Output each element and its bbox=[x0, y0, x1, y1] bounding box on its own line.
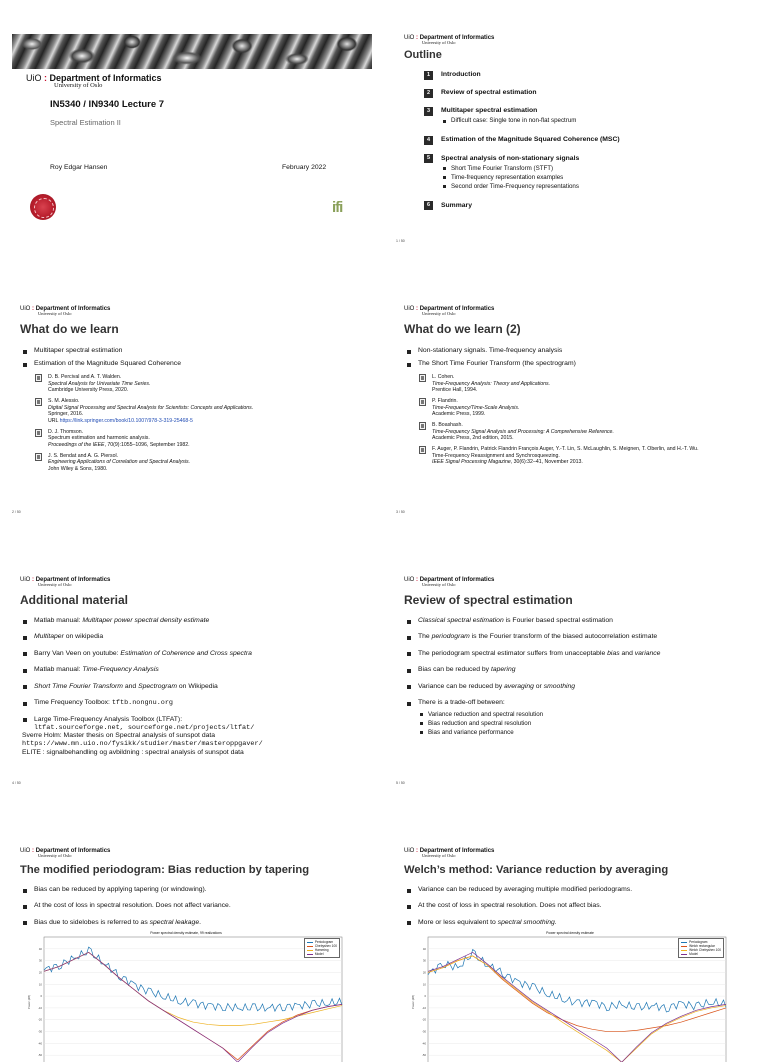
slide-title: Welch’s method: Variance reduction by averaging bbox=[404, 864, 669, 876]
link[interactable]: tftb.nongnu.org bbox=[111, 699, 174, 708]
slide-logo: UiO : Department of Informatics University of Oslo bbox=[404, 848, 495, 858]
bullet-item: Non-stationary signals. Time-frequency analysis bbox=[406, 347, 750, 355]
outline-list bbox=[424, 71, 752, 220]
reference-list bbox=[418, 374, 750, 466]
outline-item[interactable]: 4 Estimation of the Magnitude Squared Coherence (MSC) bbox=[424, 136, 752, 144]
section-number: 5 bbox=[424, 154, 433, 163]
y-tick-label: 30 bbox=[422, 958, 426, 963]
reference: D. B. Percival and A. T. Walden. Spectral Analysis for Univariate Time Series. Cambridge University Press, 2020. bbox=[34, 374, 366, 394]
outline-subitem[interactable]: Short Time Fourier Transform (STFT) bbox=[441, 165, 752, 174]
book-icon bbox=[419, 398, 426, 406]
slide-title: Outline bbox=[404, 49, 442, 61]
uio-logo: UiO : Department of Informatics University of Oslo bbox=[26, 73, 162, 90]
outline-subitem[interactable]: Difficult case: Single tone in non-flat spectrum bbox=[441, 117, 752, 126]
y-tick-label: -30 bbox=[421, 1029, 426, 1034]
y-tick-label: -50 bbox=[421, 1053, 426, 1058]
y-tick-label: 40 bbox=[38, 946, 42, 951]
y-tick-label: 10 bbox=[38, 982, 42, 987]
legend-entry: Model bbox=[314, 952, 324, 956]
uio-seal-icon bbox=[30, 194, 56, 220]
lecture-date: February 2022 bbox=[282, 164, 327, 171]
slide-title: Additional material bbox=[20, 593, 129, 607]
page-number: 2 / 50 bbox=[12, 510, 21, 514]
y-tick-label: 20 bbox=[38, 970, 42, 975]
y-tick-label: -30 bbox=[37, 1029, 42, 1034]
bullet-item: Matlab manual: Time-Frequency Analysis bbox=[22, 666, 366, 674]
bullet-item: Short Time Fourier Transform and Spectrogram on Wikipedia bbox=[22, 683, 366, 691]
bullet-item: Large Time-Frequency Analysis Toolbox (LTFAT): ltfat.sourceforge.net, sourceforge.net/projects/ltfat/ bbox=[22, 716, 366, 733]
reference-link[interactable]: https://link.springer.com/book/10.1007/978-3-319-25468-5 bbox=[59, 417, 193, 424]
author-name: Roy Edgar Hansen bbox=[50, 164, 108, 171]
slide-title: Review of spectral estimation bbox=[404, 593, 573, 607]
link[interactable]: sourceforge.net/projects/ltfat/ bbox=[127, 724, 255, 733]
slide-logo: UiO : Department of Informatics University of Oslo bbox=[404, 306, 495, 316]
bullet-item: Matlab manual: Multitaper power spectral density estimate bbox=[22, 617, 366, 625]
page-number: 5 / 50 bbox=[396, 781, 405, 785]
bullet-item: Bias due to sidelobes is referred to as spectral leakage. bbox=[22, 919, 366, 927]
section-number: 2 bbox=[424, 89, 433, 98]
book-icon bbox=[419, 374, 426, 382]
outline-item[interactable]: 6 Summary bbox=[424, 202, 752, 210]
title-banner-image bbox=[12, 34, 372, 69]
link[interactable]: ltfat.sourceforge.net bbox=[34, 724, 120, 733]
bullet-item: There is a trade-off between: Variance reduction and spectral resolution Bias reduction and spectral resolution Bias and variance performance bbox=[406, 699, 750, 737]
slide-title: What do we learn bbox=[20, 322, 119, 336]
chart-title: Power spectral density estimate bbox=[546, 931, 594, 935]
y-tick-label: -50 bbox=[37, 1053, 42, 1058]
legend-entry: Welch Chebyshev 100 bbox=[689, 948, 721, 952]
bullet-list bbox=[406, 617, 750, 745]
bullet-item: Classical spectral estimation is Fourier based spectral estimation bbox=[406, 617, 750, 625]
y-tick-label: -40 bbox=[37, 1041, 42, 1046]
outline-item[interactable]: 3 Multitaper spectral estimation Difficult case: Single tone in non-flat spectrum bbox=[424, 107, 752, 126]
reference-list bbox=[34, 374, 366, 473]
reference: S. M. Alessio. Digital Signal Processing and Spectral Analysis for Scientists: Concepts and Applications. Springer, 2016. URL https://link.springer.com/book/10.1007/978-3-319-25468-5 bbox=[34, 398, 366, 425]
y-tick-label: 30 bbox=[38, 958, 42, 963]
book-icon bbox=[35, 374, 42, 382]
lecture-subtitle: Spectral Estimation II bbox=[50, 118, 121, 127]
bullet-item: The periodogram spectral estimator suffers from unacceptable bias and variance bbox=[406, 650, 750, 658]
bullet-item: At the cost of loss in spectral resolution. Does not affect bias. bbox=[406, 902, 750, 910]
page-number: 1 / 50 bbox=[396, 239, 405, 243]
section-number: 4 bbox=[424, 136, 433, 145]
y-tick-label: 40 bbox=[422, 946, 426, 951]
section-number: 3 bbox=[424, 107, 433, 116]
legend-entry: Model bbox=[689, 952, 698, 956]
reference: P. Flandrin. Time-Frequency/Time-Scale Analysis. Academic Press, 1999. bbox=[418, 398, 750, 418]
bullet-item: At the cost of loss in spectral resolution. Does not affect variance. bbox=[22, 902, 366, 910]
y-tick-label: -20 bbox=[37, 1017, 42, 1022]
bullet-list bbox=[406, 347, 750, 473]
y-tick-label: 0 bbox=[40, 994, 42, 999]
chart-legend bbox=[304, 938, 340, 958]
bullet-item: Estimation of the Magnitude Squared Coherence D. B. Percival and A. T. Walden. Spectral Analysis for Univariate Time Series. Cambridge University Press, 2020. S. M. Alessio. Digital Signal Processing and Spectral Analysis for Scientists: Concepts and Applications. Springer, 2016. URL https://link.springer.com/book/10.1007/978-3-319-25468-5 D. J. Thomson. Spectrum estimation and harmonic analysis. Proceedings of the IEEE, 70(9):1055–1096, September 1982. J. S. Bendat and A. G. Piersol. Engineering Applications of Correlation and Spectral Analysis. John Wiley & Sons, 1980. bbox=[22, 360, 366, 472]
sub-bullet: Bias and variance performance bbox=[418, 729, 750, 738]
bullet-list bbox=[22, 886, 366, 934]
outline-item[interactable]: 1 Introduction bbox=[424, 71, 752, 79]
bullet-item: More or less equivalent to spectral smoothing. bbox=[406, 919, 750, 927]
y-tick-label: -10 bbox=[37, 1005, 42, 1010]
bullet-item: Multitaper spectral estimation bbox=[22, 347, 366, 355]
title-slide bbox=[12, 31, 372, 249]
bullet-item: The Short Time Fourier Transform (the spectrogram) L. Cohen. Time-Frequency Analysis: Theory and Applications. Prentice Hall, 1994. P. Flandrin. Time-Frequency/Time-Scale Analysis. Academic Press, 1999. B. Boashash. Time-Frequency Signal Analysis and Processing: A Comprehensive Reference. Academic Press, 2nd edition, 2015. F. Auger, P. Flandrin, Patrick Flandrin François Auger, Y.-T. Lin, S. McLaughlin, S. Meignen, T. Oberlin, and H.-T. Wu. Time-Frequency Reassignment and Synchrosqueezing. IEEE Signal Processing Magazine, 30(6):32–41, November 2013. bbox=[406, 360, 750, 465]
section-number: 6 bbox=[424, 201, 433, 210]
book-icon bbox=[35, 398, 42, 406]
bullet-item: The periodogram is the Fourier transform of the biased autocorrelation estimate bbox=[406, 633, 750, 641]
y-tick-label: 10 bbox=[422, 982, 426, 987]
bullet-item: Barry Van Veen on youtube: Estimation of Coherence and Cross spectra bbox=[22, 650, 366, 658]
outline-slide bbox=[396, 31, 756, 249]
link[interactable]: Multitaper power spectral density estimate bbox=[82, 617, 210, 624]
link[interactable]: https://www.mn.uio.no/fysikk/studier/master/masteroppgaver/ bbox=[22, 740, 263, 749]
reference: F. Auger, P. Flandrin, Patrick Flandrin François Auger, Y.-T. Lin, S. McLaughlin, S. Meignen, T. Oberlin, and H.-T. Wu. Time-Frequency Reassignment and Synchrosqueezing. IEEE Signal Processing Magazine, 30(6):32–41, November 2013. bbox=[418, 446, 750, 466]
page-number: 4 / 50 bbox=[12, 781, 21, 785]
ifi-logo: ifi bbox=[332, 199, 343, 216]
slide-logo: UiO : Department of Informatics University of Oslo bbox=[404, 35, 495, 45]
book-icon bbox=[419, 446, 426, 454]
bullet-item: Multitaper on wikipedia bbox=[22, 633, 366, 641]
slide-logo: UiO : Department of Informatics University of Oslo bbox=[20, 577, 111, 587]
review-slide bbox=[396, 573, 756, 791]
slide-title: The modified periodogram: Bias reduction by tapering bbox=[20, 864, 310, 876]
bullet-list bbox=[22, 617, 366, 737]
slide-logo: UiO : Department of Informatics University of Oslo bbox=[404, 577, 495, 587]
outline-subitem[interactable]: Second order Time-Frequency representations bbox=[441, 183, 752, 192]
bullet-item: Time Frequency Toolbox: tftb.nongnu.org bbox=[22, 699, 366, 707]
y-tick-label: -40 bbox=[421, 1041, 426, 1046]
legend-entry: Welch rectangular bbox=[689, 944, 715, 948]
legend-entry: Periodogram bbox=[689, 940, 708, 944]
reference: J. S. Bendat and A. G. Piersol. Engineering Applications of Correlation and Spectral Analysis. John Wiley & Sons, 1980. bbox=[34, 453, 366, 473]
psd-chart bbox=[410, 931, 730, 1062]
bullet-item: Bias can be reduced by tapering bbox=[406, 666, 750, 674]
bullet-item: Variance can be reduced by averaging multiple modified periodograms. bbox=[406, 886, 750, 894]
bullet-list bbox=[406, 886, 750, 934]
sub-bullet: Bias reduction and spectral resolution bbox=[418, 720, 750, 729]
tapering-slide bbox=[12, 844, 372, 1062]
chart-svg bbox=[26, 934, 346, 1062]
y-tick-label: 0 bbox=[424, 994, 426, 999]
outline-subitem[interactable]: Time-frequency representation examples bbox=[441, 174, 752, 183]
book-icon bbox=[35, 429, 42, 437]
outline-item[interactable]: 5 Spectral analysis of non-stationary signals Short Time Fourier Transform (STFT) Time-frequency representation examples Second order Time-Frequency representations bbox=[424, 155, 752, 192]
bullet-list bbox=[22, 347, 366, 480]
sub-bullet: Variance reduction and spectral resolution bbox=[418, 711, 750, 720]
outline-item[interactable]: 2 Review of spectral estimation bbox=[424, 89, 752, 97]
link[interactable]: Estimation of Coherence and Cross spectra bbox=[120, 649, 252, 657]
book-icon bbox=[35, 453, 42, 461]
legend-entry: Periodogram bbox=[314, 940, 334, 944]
chart-legend bbox=[678, 938, 724, 958]
slide-logo: UiO : Department of Informatics University of Oslo bbox=[20, 848, 111, 858]
dept-name: Department of Informatics bbox=[49, 73, 162, 83]
link[interactable]: Multitaper bbox=[34, 633, 64, 641]
bullet-item: Bias can be reduced by applying tapering (or windowing). bbox=[22, 886, 366, 894]
bullet-item: Variance can be reduced by averaging or smoothing bbox=[406, 683, 750, 691]
y-tick-label: -10 bbox=[421, 1005, 426, 1010]
reference: B. Boashash. Time-Frequency Signal Analysis and Processing: A Comprehensive Reference. Academic Press, 2nd edition, 2015. bbox=[418, 422, 750, 442]
section-number: 1 bbox=[424, 71, 433, 80]
course-title: IN5340 / IN9340 Lecture 7 bbox=[50, 99, 165, 110]
learn2-slide bbox=[396, 302, 756, 520]
reference: L. Cohen. Time-Frequency Analysis: Theory and Applications. Prentice Hall, 1994. bbox=[418, 374, 750, 394]
legend-entry: Chebyshev 100 bbox=[314, 944, 337, 948]
chart-title: Power spectral density estimate, 99 realizations bbox=[150, 931, 222, 935]
slide-logo: UiO : Department of Informatics University of Oslo bbox=[20, 306, 111, 316]
reference: D. J. Thomson. Spectrum estimation and harmonic analysis. Proceedings of the IEEE, 70(9):1055–1096, September 1982. bbox=[34, 429, 366, 449]
slide-title: What do we learn (2) bbox=[404, 322, 521, 336]
additional-material-slide bbox=[12, 573, 372, 791]
holm-reference: Sverre Holm: Master thesis on Spectral analysis of sunspot data https://www.mn.uio.no/fysikk/studier/master/masteroppgaver/ ELITE : signalbehandling og avbildning : spectral analysis of sunspot data bbox=[22, 732, 263, 756]
legend-entry: Hamming bbox=[314, 948, 329, 952]
link[interactable]: Short Time Fourier Transform bbox=[34, 682, 123, 690]
y-tick-label: -20 bbox=[421, 1017, 426, 1022]
psd-chart bbox=[26, 931, 346, 1062]
learn-slide bbox=[12, 302, 372, 520]
university-name: University of Oslo bbox=[54, 82, 103, 90]
welch-slide bbox=[396, 844, 756, 1062]
y-tick-label: 20 bbox=[422, 970, 426, 975]
page-number: 3 / 50 bbox=[396, 510, 405, 514]
y-axis-label: Power (dB) bbox=[27, 995, 31, 1009]
book-icon bbox=[419, 422, 426, 430]
y-axis-label: Power (dB) bbox=[411, 995, 415, 1009]
link[interactable]: Time-Frequency Analysis bbox=[82, 666, 159, 674]
link[interactable]: Spectrogram bbox=[138, 682, 177, 690]
